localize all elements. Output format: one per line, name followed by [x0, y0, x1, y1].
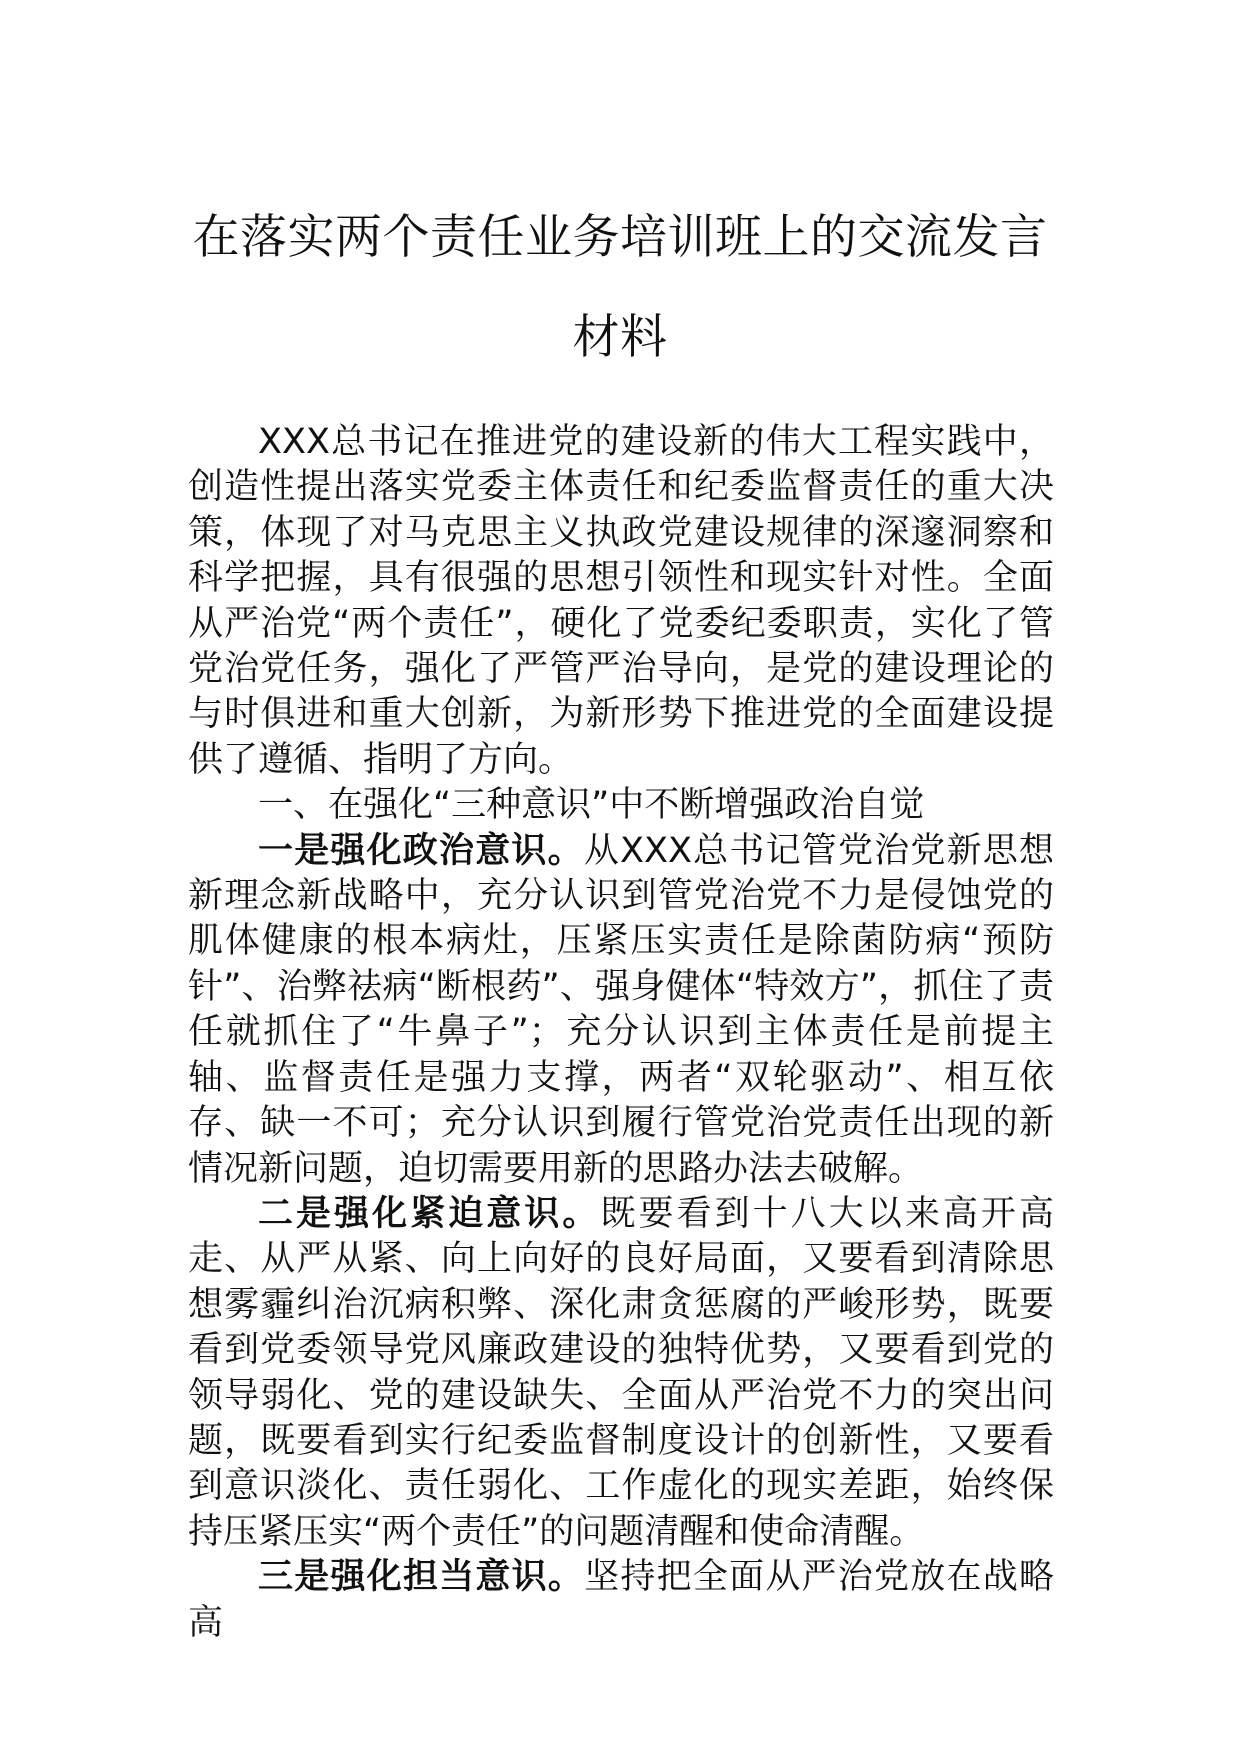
paragraph-text: 一、在强化“三种意识”中不断增强政治自觉	[258, 785, 925, 826]
paragraph-text: 既要看到十八大以来高开高走、从严从紧、向上向好的良好局面，又要看到清除思想雾霾纠治沉病积弊、深化肃贪惩腐的严峻形势，既要看到党委领导党风廉政建设的独特优势，又要看到党的领导弱化、党的建设缺失、全面从严治党不力的突出问题，既要看到实行纪委监督制度设计的创新性，又要看到意识淡化、责任弱化、工作虚化的现实差距，始终保持压紧压实“两个责任”的问题清醒和使命清醒。	[188, 1193, 1054, 1552]
document-body	[188, 420, 1054, 1646]
title-line-2: 材料	[572, 310, 668, 365]
section-heading	[188, 783, 1054, 828]
document-title	[140, 188, 1100, 388]
paragraph-intro	[188, 420, 1054, 783]
paragraph-text: XXX总书记在推进党的建设新的伟大工程实践中，创造性提出落实党委主体责任和纪委监督责任的重大决策，体现了对马克思主义执政党建设规律的深邃洞察和科学把握，具有很强的思想引领性和现实针对性。全面从严治党“两个责任”，硬化了党委纪委职责，实化了管党治党任务，强化了严管严治导向，是党的建设理论的与时俱进和重大创新，为新形势下推进党的全面建设提供了遵循、指明了方向。	[188, 422, 1054, 780]
paragraph-lead: 三是强化担当意识。	[258, 1557, 585, 1598]
paragraph-responsibility-awareness	[188, 1555, 1054, 1646]
paragraph-text: 从XXX总书记管党治党新思想新理念新战略中，充分认识到管党治党不力是侵蚀党的肌体健康的根本病灶，压紧压实责任是除菌防病“预防针”、治弊祛病“断根药”、强身健体“特效方”，抓住了责任就抓住了“牛鼻子”；充分认识到主体责任是前提主轴、监督责任是强力支撑，两者“双轮驱动”、相互依存、缺一不可；充分认识到履行管党治党责任出现的新情况新问题，迫切需要用新的思路办法去破解。	[188, 830, 1054, 1189]
paragraph-text: 坚持把全面从严治党放在战略高	[188, 1557, 1054, 1643]
paragraph-political-awareness	[188, 829, 1054, 1192]
title-line-1: 在落实两个责任业务培训班上的交流发言	[192, 210, 1048, 265]
paragraph-lead: 一是强化政治意识。	[258, 830, 584, 871]
paragraph-urgency-awareness	[188, 1192, 1054, 1555]
paragraph-lead: 二是强化紧迫意识。	[258, 1193, 601, 1234]
